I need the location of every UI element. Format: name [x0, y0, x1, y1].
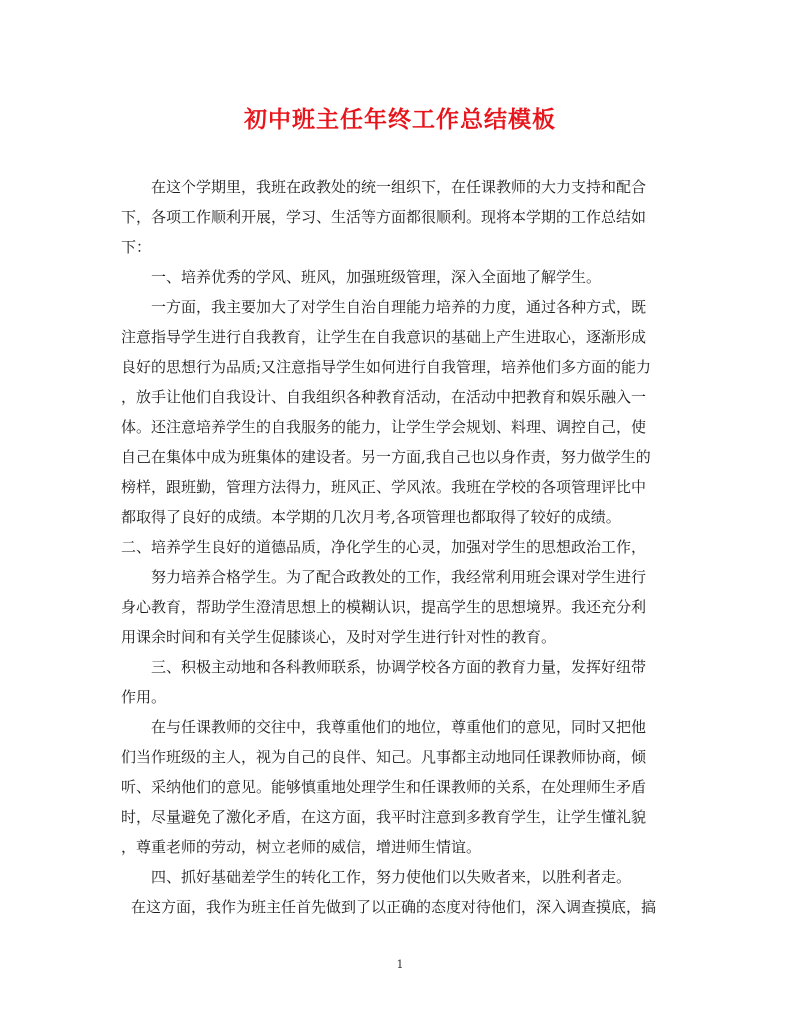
- paragraph-line: ，尊重老师的劳动，树立老师的威信，增进师生情谊。: [121, 838, 482, 856]
- section-heading: 三、积极主动地和各科教师联系，协调学校各方面的教育力量，发挥好纽带: [151, 658, 647, 676]
- paragraph-line: 自己在集体中成为班集体的建设者。另一方面,我自己也以身作责，努力做学生的: [121, 448, 651, 466]
- document-body: [121, 172, 683, 922]
- paragraph-line: 用课余时间和有关学生促膝谈心，及时对学生进行针对性的教育。: [121, 628, 557, 646]
- paragraph-line: 努力培养合格学生。为了配合政教处的工作，我经常利用班会课对学生进行: [151, 568, 647, 586]
- paragraph-line: 注意指导学生进行自我教育，让学生在自我意识的基础上产生进取心，逐渐形成: [121, 328, 647, 346]
- section-heading: 一、培养优秀的学风、班风，加强班级管理，深入全面地了解学生。: [151, 268, 602, 286]
- paragraph-line: 体。还注意培养学生的自我服务的能力，让学生学会规划、料理、调控自己，使: [121, 418, 647, 436]
- paragraph-line: 良好的思想行为品质;又注意指导学生如何进行自我管理，培养他们多方面的能力: [121, 358, 652, 376]
- paragraph-line: 榜样，跟班勤，管理方法得力，班风正、学风浓。我班在学校的各项管理评比中: [121, 478, 647, 496]
- paragraph-line: 都取得了良好的成绩。本学期的几次月考,各项管理也都取得了较好的成绩。: [121, 508, 621, 526]
- paragraph-line: 下：: [121, 238, 152, 256]
- paragraph-line: 们当作班级的主人，视为自己的良伴、知己。凡事都主动地同任课教师协商，倾: [121, 748, 647, 766]
- paragraph-line: 身心教育，帮助学生澄清思想上的模糊认识，提高学生的思想境界。我还充分利: [121, 598, 647, 616]
- section-heading: 二、培养学生良好的道德品质，净化学生的心灵，加强对学生的思想政治工作，: [121, 538, 647, 556]
- paragraph-line: 一方面，我主要加大了对学生自治自理能力培养的力度，通过各种方式，既: [151, 298, 647, 316]
- document-title: 初中班主任年终工作总结模板: [244, 106, 556, 133]
- paragraph-line: 在这方面，我作为班主任首先做到了以正确的态度对待他们，深入调查摸底，搞: [131, 898, 657, 916]
- paragraph-line: 下，各项工作顺利开展，学习、生活等方面都很顺利。现将本学期的工作总结如: [121, 208, 647, 226]
- paragraph-line: 在与任课教师的交往中，我尊重他们的地位，尊重他们的意见，同时又把他: [151, 718, 647, 736]
- paragraph-line: 时，尽量避免了激化矛盾，在这方面，我平时注意到多教育学生，让学生懂礼貌: [121, 808, 647, 826]
- section-heading: 四、抓好基础差学生的转化工作，努力使他们以失败者来，以胜利者走。: [151, 868, 632, 886]
- paragraph-line: 在这个学期里，我班在政教处的统一组织下，在任课教师的大力支持和配合: [151, 178, 647, 196]
- page-number: 1: [396, 958, 404, 971]
- paragraph-line: ，放手让他们自我设计、自我组织各种教育活动，在活动中把教育和娱乐融入一: [121, 388, 647, 406]
- paragraph-line: 作用。: [121, 688, 167, 706]
- paragraph-line: 听、采纳他们的意见。能够慎重地处理学生和任课教师的关系，在处理师生矛盾: [121, 778, 647, 796]
